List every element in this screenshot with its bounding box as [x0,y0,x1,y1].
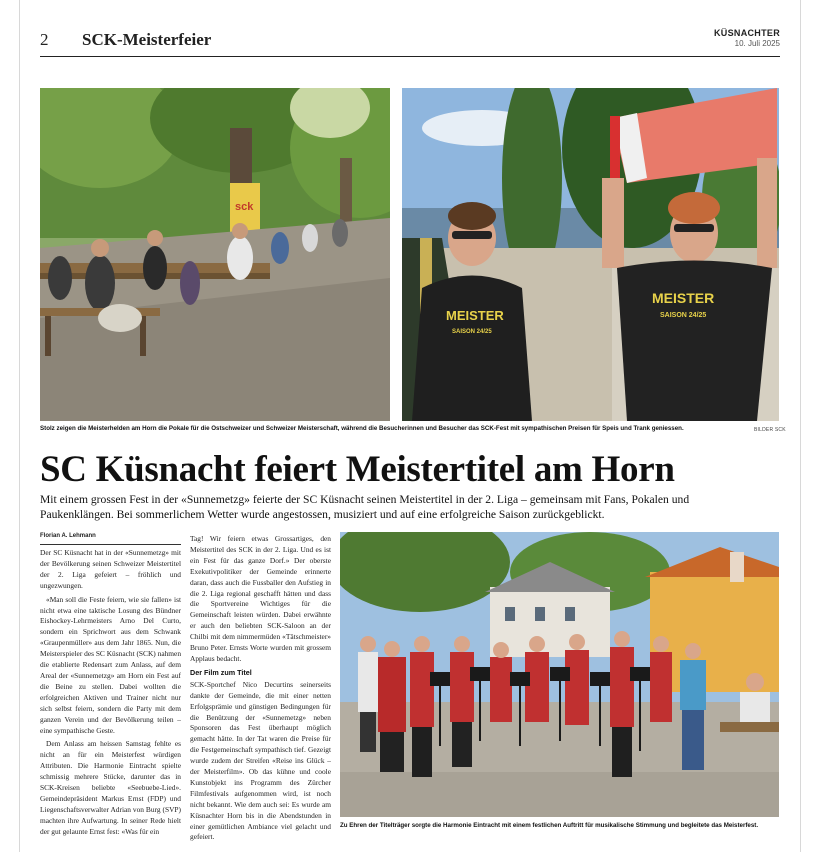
svg-text:MEISTER: MEISTER [652,290,715,306]
issue-date: 10. Juli 2025 [734,39,780,48]
page-edge [800,0,801,852]
photo-players-trophies [402,88,779,421]
svg-text:MEISTER: MEISTER [446,308,504,323]
paper-name: KÜSNACHTER [714,28,780,38]
byline-divider [40,544,181,545]
paragraph: Der SC Küsnacht hat in der «Sunnemetzg» mit der Bevölkerung seinen Schweizer Meistertitel der 2. Liga gefeiert – fröhlich und ungezwungen. [40,548,181,590]
photo-caption-top: Stolz zeigen die Meisterhelden am Horn die Pokale für die Ostschweizer und Schweizer Meisterschaft, während die Besucherinnen und Besucher das SCK-Fest mit sympathischen Preisen für Speis und Trank geniessen. [40,425,684,432]
page-header [40,28,780,57]
svg-text:SAISON 24/25: SAISON 24/25 [452,329,492,335]
article-column-1 [40,548,181,841]
photo-caption-bottom: Zu Ehren der Titelträger sorgte die Harmonie Eintracht mit einem festlichen Auftritt für musikalische Stimmung und begleitete das Meisterfest. [340,822,759,829]
photo-festival-crowd [40,88,390,421]
paragraph: «Man soll die Feste feiern, wie sie fallen» ist nicht etwa eine taktische Losung des Bündner Eishockey-Lehrmeisters Arno Del Curto, sondern ein Sprichwort aus dem Schwank «Graupenmüller» aus dem Jahr 1865. Nun, die Meisterspieler des SC Küsnacht (SCK) nahmen die etablierte Redensart zum Anlass, auf dem Areal der «Sunnemetzg» am Horn ein Fest auf die Beine zu stellen. Dabei wollten die erfolgreichen Aktiven und Trainer nicht nur sich selbst feiern, sondern die Party mit dem ganzen Verein und der Bevölkerung teilen – eine sympathische Geste. [40,594,182,735]
photo-band [340,532,779,817]
paragraph: SCK-Sportchef Nico Decurtins seinerseits dankte der Gemeinde, die mit einer netten Erfolgsprämie und günstigen Bedingungen für die Benützung der «Sunnemetzg» neben Sponsoren das Fest überhaupt möglich gemacht hätte. In der Tat waren die Preise für die Festgemeinschaft sympathisch tief. Gezeigt wurde zudem der Streifen «Reise ins Glück – der Meisterfilm». Ob das kühne und coole Kunstobjekt ins Programm des Zürcher Filmfestivals aufgenommen wird, ist noch nicht bekannt. Wie dem auch sei: Es wurde am Küsnachter Horn bis in die Abendstunden in einer gemütlichen Ambiance viel gelacht und gefeiert. [190,679,331,842]
page-number: 2 [40,30,49,49]
article-lead: Mit einem grossen Fest in der «Sunnemetzg» feierte der SC Küsnacht seinen Meistertitel in der 2. Liga – gemeinsam mit Fans, Pokalen und Paukenklängen. Bei sommerlichem Wetter wurde angestossen, musiziert und auf eine erfolgreiche Saison zurückgeblickt. [40,493,690,521]
section-title: SCK-Meisterfeier [82,30,212,49]
byline: Florian A. Lehmann [40,533,96,539]
svg-text:SAISON 24/25: SAISON 24/25 [660,312,707,319]
paragraph: Tag! Wir feiern etwas Grossartiges, den Meistertitel des SCK in der 2. Liga. Und es ist ein Fest für das ganze Dorf.» Der oberste Exekutivpolitiker der Gemeinde erinnerte daran, dass auch die Fussballer den Aufstieg in die 2. Liga regional geschafft hätten und dass die Sportvereine Wichtiges für die Gemeinschaft leisten würden. Dabei erwähnte er auch den beliebten SCK-Saloon an der Chilbi mit dem nimmermüden «Tätschmeister» Bruno Peter. Ernsts Worte wurden mit grossem Applaus bedacht. [190,534,331,663]
photo-credit: BILDER SCK [754,427,786,433]
subheading: Der Film zum Titel [190,667,252,677]
article-headline: SC Küsnacht feiert Meistertitel am Horn [40,449,675,490]
page-edge [19,0,20,852]
paragraph: Dem Anlass am heissen Samstag fehlte es nicht an für ein Meisterfest würdigen Attributen. Die Harmonie Eintracht spielte schmissig mehrere Stücke, darunter das in SCK-Kreisen beliebte «Seebuebe-Lied». Gemeindepräsident Markus Ernst (FDP) und Liegenschaftsverwalter Adrian von Burg (SVP) machten ihre Aufwartung. In seiner Rede hielt der gut gelaunte Ernst fest: «Was für ein [40,739,181,836]
svg-text:sck: sck [235,201,254,213]
article-column-2 [190,534,331,846]
